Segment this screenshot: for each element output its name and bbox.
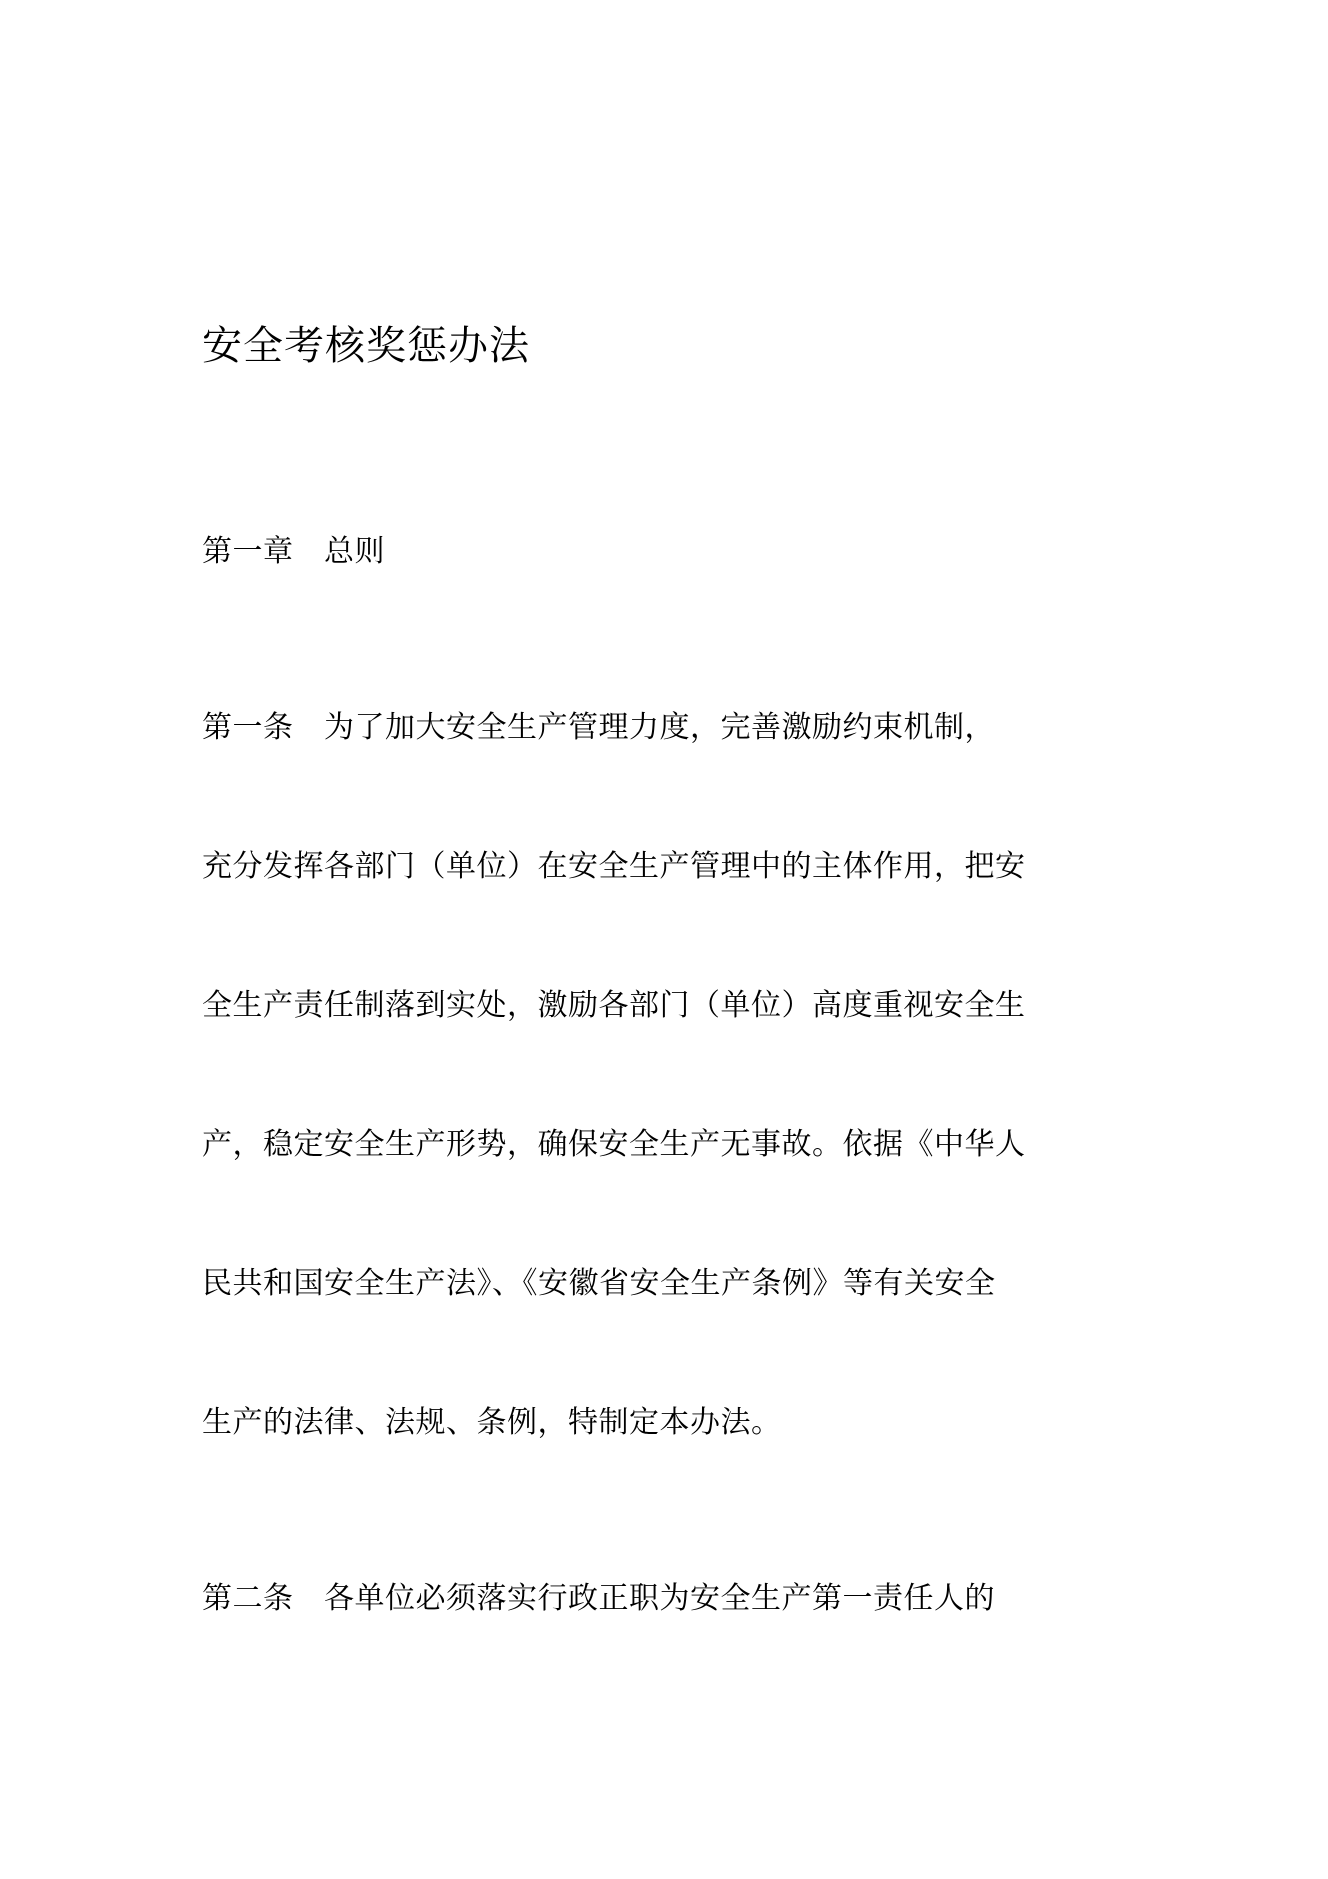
document-title: 安全考核奖惩办法 (202, 323, 530, 369)
paragraph-line: 充分发挥各部门（单位）在安全生产管理中的主体作用，把安 (202, 849, 1026, 884)
paragraph-line: 民共和国安全生产法》、《安徽省安全生产条例》等有关安全 (202, 1266, 996, 1301)
chapter-heading: 第一章 总则 (202, 534, 385, 569)
paragraph-line: 第二条 各单位必须落实行政正职为安全生产第一责任人的 (202, 1581, 995, 1616)
paragraph-line: 产，稳定安全生产形势，确保安全生产无事故。依据《中华人 (202, 1127, 1026, 1162)
paragraph-line: 第一条 为了加大安全生产管理力度，完善激励约束机制， (202, 710, 995, 745)
paragraph-line: 全生产责任制落到实处，激励各部门（单位）高度重视安全生 (202, 988, 1026, 1023)
paragraph-line: 生产的法律、法规、条例，特制定本办法。 (202, 1405, 782, 1440)
